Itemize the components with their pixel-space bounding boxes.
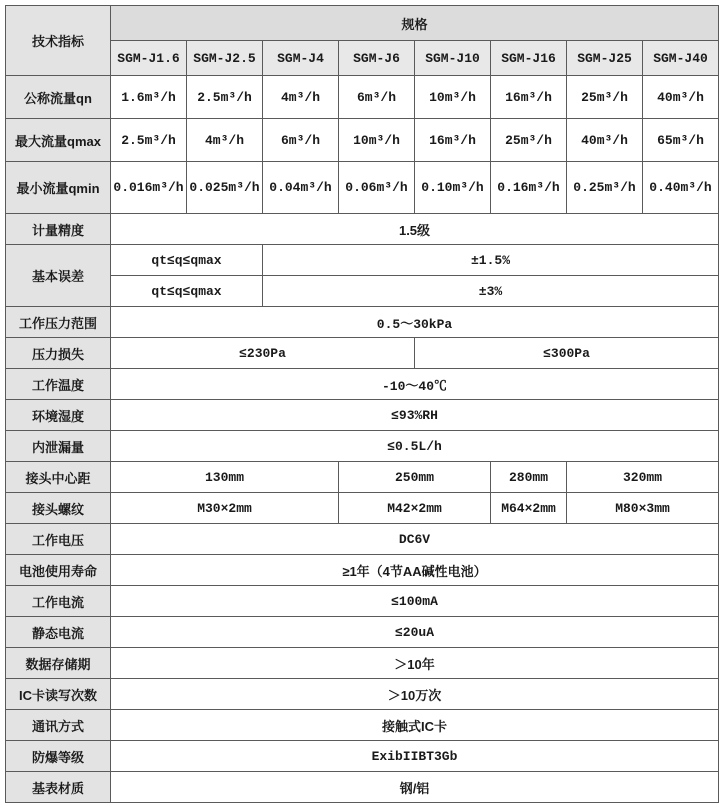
model-cell: SGM-J6 [339,41,415,76]
specification-table [5,5,719,803]
table-cell: 0.016m³/h [111,162,187,214]
table-cell: ±3% [263,276,719,307]
spec-title: 规格 [111,6,719,41]
model-cell: SGM-J16 [491,41,567,76]
row-label: 工作电流 [6,586,111,617]
model-cell: SGM-J4 [263,41,339,76]
error-condition: qt≤q≤qmax [111,276,263,307]
table-row-battery-life [6,555,719,586]
row-label: 数据存储期 [6,648,111,679]
table-row-data-retention [6,648,719,679]
table-row-basic-error [6,245,719,276]
table-row-pressure-range [6,307,719,338]
model-cell: SGM-J40 [643,41,719,76]
table-cell: 130mm [111,462,339,493]
table-cell: 4m³/h [263,76,339,119]
row-label: 公称流量qn [6,76,111,119]
table-header-row [6,6,719,41]
table-cell: ≤100mA [111,586,719,617]
table-cell: 40m³/h [643,76,719,119]
model-cell: SGM-J10 [415,41,491,76]
table-cell: ＞10万次 [111,679,719,710]
table-cell: M42×2mm [339,493,491,524]
table-cell: ±1.5% [263,245,719,276]
table-row-accuracy [6,214,719,245]
table-cell: 0.25m³/h [567,162,643,214]
model-cell: SGM-J25 [567,41,643,76]
table-cell: 16m³/h [415,119,491,162]
table-row-voltage [6,524,719,555]
table-cell: 25m³/h [491,119,567,162]
table-cell: M30×2mm [111,493,339,524]
table-cell: 65m³/h [643,119,719,162]
model-cell: SGM-J1.6 [111,41,187,76]
table-cell: -10～40℃ [111,369,719,400]
table-row-communication [6,710,719,741]
table-row-ic-card-cycles [6,679,719,710]
table-cell: ≤300Pa [415,338,719,369]
table-row-temperature [6,369,719,400]
table-cell: ≤93%RH [111,400,719,431]
table-row-material [6,772,719,803]
table-row-static-current [6,617,719,648]
table-cell: 0.5～30kPa [111,307,719,338]
table-row-pressure-loss [6,338,719,369]
table-cell: ≤20uA [111,617,719,648]
table-cell: ＞10年 [111,648,719,679]
table-row-basic-error-2 [6,276,719,307]
table-cell: 250mm [339,462,491,493]
table-cell: 6m³/h [263,119,339,162]
error-condition: qt≤q≤qmax [111,245,263,276]
table-cell: 16m³/h [491,76,567,119]
table-cell: ≤230Pa [111,338,415,369]
table-row-leakage [6,431,719,462]
row-label: 计量精度 [6,214,111,245]
row-label: 内泄漏量 [6,431,111,462]
corner-label: 技术指标 [6,6,111,76]
table-cell: ≥1年（4节AA碱性电池） [111,555,719,586]
table-cell: 0.025m³/h [187,162,263,214]
model-row [6,41,719,76]
table-row-explosion-proof [6,741,719,772]
table-cell: 0.40m³/h [643,162,719,214]
row-label: 接头中心距 [6,462,111,493]
table-row-center-distance [6,462,719,493]
table-cell: M80×3mm [567,493,719,524]
table-cell: ExibIIBT3Gb [111,741,719,772]
table-row-working-current [6,586,719,617]
table-row-thread [6,493,719,524]
table-cell: 2.5m³/h [111,119,187,162]
row-label: 防爆等级 [6,741,111,772]
table-row [6,162,719,214]
row-label: 电池使用寿命 [6,555,111,586]
table-cell: 10m³/h [415,76,491,119]
table-cell: 0.04m³/h [263,162,339,214]
table-cell: DC6V [111,524,719,555]
model-cell: SGM-J2.5 [187,41,263,76]
row-label: 工作电压 [6,524,111,555]
table-cell: 接触式IC卡 [111,710,719,741]
row-label: 静态电流 [6,617,111,648]
table-cell: 0.10m³/h [415,162,491,214]
row-label: 基本误差 [6,245,111,307]
table-cell: 280mm [491,462,567,493]
row-label: 工作压力范围 [6,307,111,338]
table-cell: 0.06m³/h [339,162,415,214]
row-label: 工作温度 [6,369,111,400]
table-row [6,76,719,119]
table-cell: 40m³/h [567,119,643,162]
table-row-humidity [6,400,719,431]
row-label: 通讯方式 [6,710,111,741]
table-cell: 1.5级 [111,214,719,245]
table-row [6,119,719,162]
table-cell: 6m³/h [339,76,415,119]
table-cell: 4m³/h [187,119,263,162]
table-cell: 钢/铝 [111,772,719,803]
row-label: 环境湿度 [6,400,111,431]
table-cell: 25m³/h [567,76,643,119]
table-cell: 0.16m³/h [491,162,567,214]
table-cell: 2.5m³/h [187,76,263,119]
row-label: IC卡读写次数 [6,679,111,710]
row-label: 压力损失 [6,338,111,369]
table-cell: 1.6m³/h [111,76,187,119]
table-cell: M64×2mm [491,493,567,524]
row-label: 接头螺纹 [6,493,111,524]
row-label: 基表材质 [6,772,111,803]
table-cell: ≤0.5L/h [111,431,719,462]
table-cell: 10m³/h [339,119,415,162]
table-cell: 320mm [567,462,719,493]
row-label: 最大流量qmax [6,119,111,162]
row-label: 最小流量qmin [6,162,111,214]
